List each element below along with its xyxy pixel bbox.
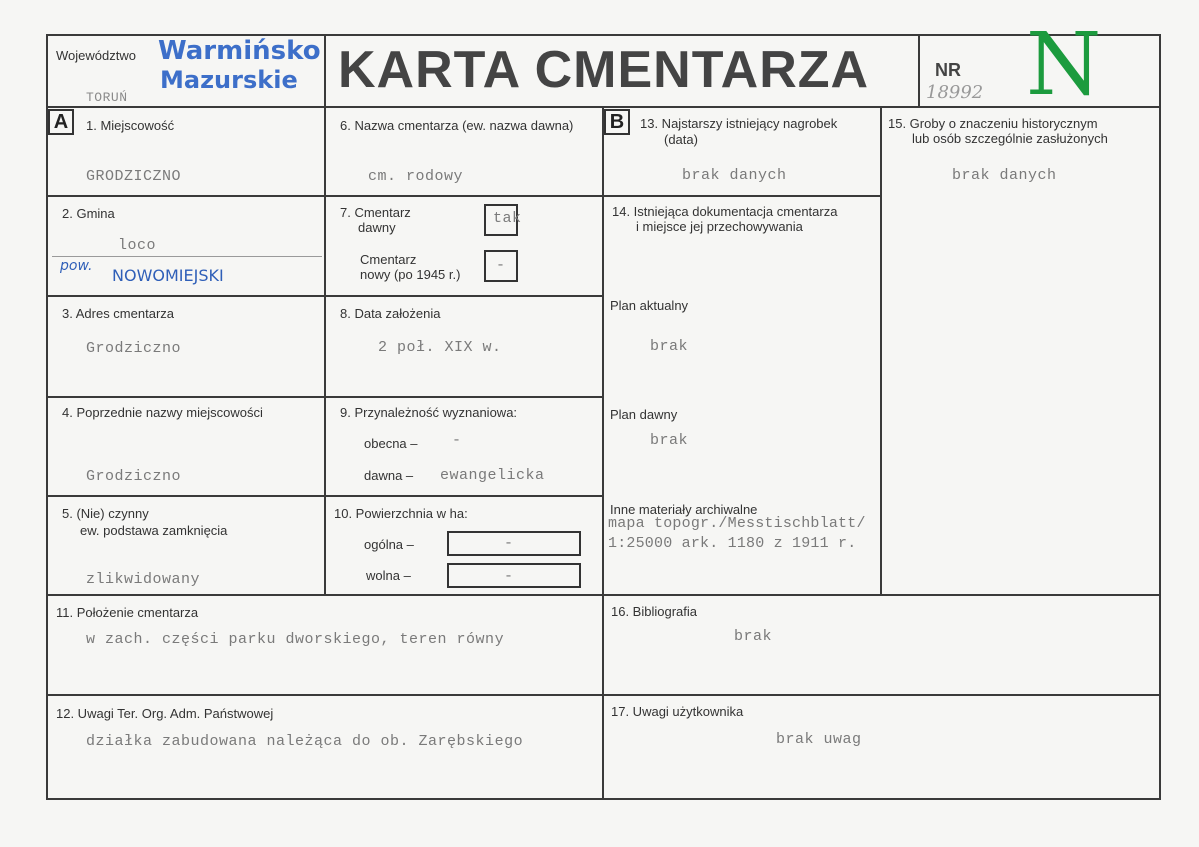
section-b-box: B [604,109,630,135]
field-3-label: 3. Adres cmentarza [62,306,174,321]
field-7-dawny-value: tak [493,210,522,227]
field-10-ogolna-box [447,531,581,556]
field-12-label: 12. Uwagi Ter. Org. Adm. Państwowej [56,706,274,721]
field-11-value: w zach. części parku dworskiego, teren równy [86,631,505,648]
field-6-value: cm. rodowy [368,168,464,185]
field-14-plan-aktualny-value: brak [650,338,689,355]
row-line-1 [46,195,882,197]
field-6-label: 6. Nazwa cmentarza (ew. nazwa dawna) [340,118,574,133]
field-9-dawna-value: ewangelicka [440,467,545,484]
field-16-value: brak [734,628,773,645]
field-15-value: brak danych [952,167,1057,184]
field-14-plan-dawny-label: Plan dawny [610,407,678,422]
field-12-value: działka zabudowana należąca do ob. Zarębskiego [86,733,524,750]
col-line-1 [324,106,326,596]
region-line-2: Mazurskie [160,66,298,94]
field-15-label-1: 15. Groby o znaczeniu historycznym [888,116,1098,131]
row-line-3 [46,396,604,398]
field-14-inne-line-2: 1:25000 ark. 1180 z 1911 r. [608,535,857,552]
field-10-ogolna-value: - [504,535,514,552]
header-divider-2 [918,34,920,108]
gmina-underline [52,256,322,257]
field-14-inne-line-1: mapa topogr./Messtischblatt/ [608,515,866,532]
field-7-label-a1: 7. Cmentarz [340,205,411,220]
field-9-obecna-value: - [452,432,462,449]
field-7-nowy-value: - [496,257,506,274]
row-line-2 [46,295,604,297]
field-4-label: 4. Poprzednie nazwy miejscowości [62,405,263,420]
field-14-inne-label: Inne materiały archiwalne [610,502,758,517]
field-5-label-2: ew. podstawa zamknięcia [80,523,228,538]
field-8-label: 8. Data założenia [340,306,441,321]
field-14-plan-dawny-value: brak [650,432,689,449]
row-line-4 [46,495,604,497]
field-10-wolna-box [447,563,581,588]
field-17-value: brak uwag [776,731,862,748]
field-16-label: 16. Bibliografia [611,604,697,619]
field-14-plan-aktualny-label: Plan aktualny [610,298,689,313]
section-a-box: A [48,109,74,135]
field-13-label-1: 13. Najstarszy istniejący nagrobek [640,116,838,131]
field-2-value: loco [118,237,157,254]
field-9-obecna-label: obecna – [364,436,418,451]
header-divider-1 [324,34,326,108]
field-1-label: 1. Miejscowość [86,118,175,133]
field-17-label: 17. Uwagi użytkownika [611,704,744,719]
field-2-label: 2. Gmina [62,206,115,221]
field-10-wolna-label: wolna – [366,568,411,583]
field-7-label-b2: nowy (po 1945 r.) [360,267,461,282]
frame-left [46,34,48,800]
region-line-1: Warmińsko [158,36,321,66]
row-line-5 [46,594,1161,596]
field-3-value: Grodziczno [86,340,182,357]
nr-value: 18992 [926,82,984,103]
field-8-value: 2 poł. XIX w. [378,339,502,356]
nr-label: NR [935,60,961,80]
frame-right [1159,34,1161,800]
field-14-label-1: 14. Istniejąca dokumentacja cmentarza [612,204,838,219]
field-11-label: 11. Położenie cmentarza [56,605,199,620]
field-10-ogolna-label: ogólna – [364,537,414,552]
field-1-value: GRODZICZNO [86,168,182,185]
wojewodztwo-label: Województwo [56,48,136,63]
row-line-6 [46,694,1161,696]
field-13-label-2: (data) [664,132,698,147]
stamp-letter-n: N [1026,15,1102,115]
field-2-pow-label: pow. [60,258,93,274]
field-13-value: brak danych [682,167,787,184]
old-region: TORUŃ [86,90,128,105]
field-7-label-b1: Cmentarz [360,252,417,267]
field-9-dawna-label: dawna – [364,468,414,483]
field-14-label-2: i miejsce jej przechowywania [636,219,803,234]
card-title: KARTA CMENTARZA [338,41,870,99]
field-5-label-1: 5. (Nie) czynny [62,506,149,521]
col-line-3 [880,106,882,594]
field-9-label: 9. Przynależność wyznaniowa: [340,405,518,420]
field-7-label-a2: dawny [358,220,396,235]
field-2-pow-value: NOWOMIEJSKI [112,266,224,285]
field-10-label: 10. Powierzchnia w ha: [334,506,468,521]
field-10-wolna-value: - [504,568,514,585]
field-5-value: zlikwidowany [86,571,201,588]
field-4-value: Grodziczno [86,468,182,485]
field-15-label-2: lub osób szczególnie zasłużonych [912,131,1108,146]
